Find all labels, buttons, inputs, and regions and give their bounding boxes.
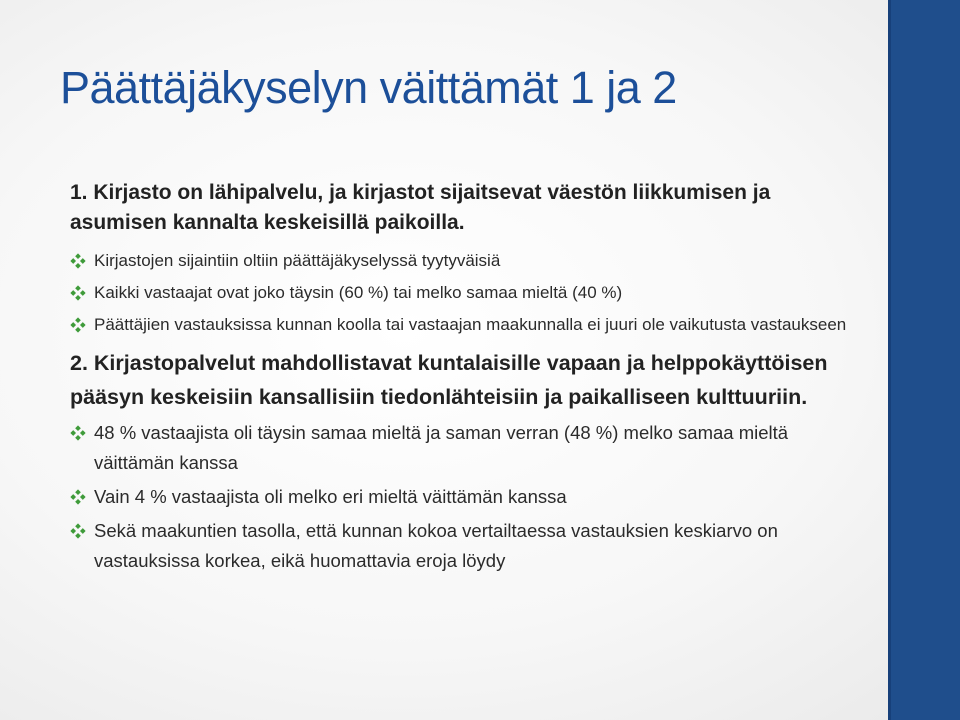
bullet-text: Kaikki vastaajat ovat joko täysin (60 %) tai melko samaa mieltä (40 %) <box>94 283 623 302</box>
section-1-bullet-3 <box>70 310 850 339</box>
section-1-heading: 1. Kirjasto on lähipalvelu, ja kirjastot sijaitsevat väestön liikkumisen ja asumisen kannalta keskeisillä paikoilla. <box>70 181 771 234</box>
diamond-bullet-icon <box>70 253 86 269</box>
section-1-bullet-1 <box>70 246 850 275</box>
section-2-bullet-3 <box>70 516 850 576</box>
bullet-text: Vain 4 % vastaajista oli melko eri mieltä väittämän kanssa <box>94 486 567 507</box>
bullet-text: 48 % vastaajista oli täysin samaa mieltä ja saman verran (48 %) melko samaa mieltä väittämän kanssa <box>94 422 789 473</box>
diamond-bullet-icon <box>70 489 86 505</box>
diamond-bullet-icon <box>70 285 86 301</box>
bullet-text: Kirjastojen sijaintiin oltiin päättäjäkyselyssä tyytyväisiä <box>94 251 501 270</box>
section-2-bullet-1 <box>70 418 850 478</box>
sidebar-accent-bar <box>888 0 960 720</box>
diamond-bullet-icon <box>70 317 86 333</box>
slide-title: Päättäjäkyselyn väittämät 1 ja 2 <box>60 62 677 113</box>
slide-content <box>70 178 850 576</box>
diamond-bullet-icon <box>70 523 86 539</box>
bullet-text: Sekä maakuntien tasolla, että kunnan kokoa vertailtaessa vastauksien keskiarvo on vastauksissa korkea, eikä huomattavia eroja löydy <box>94 520 778 571</box>
bullet-text: Päättäjien vastauksissa kunnan koolla tai vastaajan maakunnalla ei juuri ole vaikutusta vastaukseen <box>94 315 847 334</box>
diamond-bullet-icon <box>70 425 86 441</box>
section-2-heading: 2. Kirjastopalvelut mahdollistavat kuntalaisille vapaan ja helppokäyttöisen pääsyn keskeisiin kansallisiin tiedonlähteisiin ja paikalliseen kulttuuriin. <box>70 351 828 409</box>
section-1-bullet-2 <box>70 278 850 307</box>
section-2-bullet-2 <box>70 482 850 512</box>
